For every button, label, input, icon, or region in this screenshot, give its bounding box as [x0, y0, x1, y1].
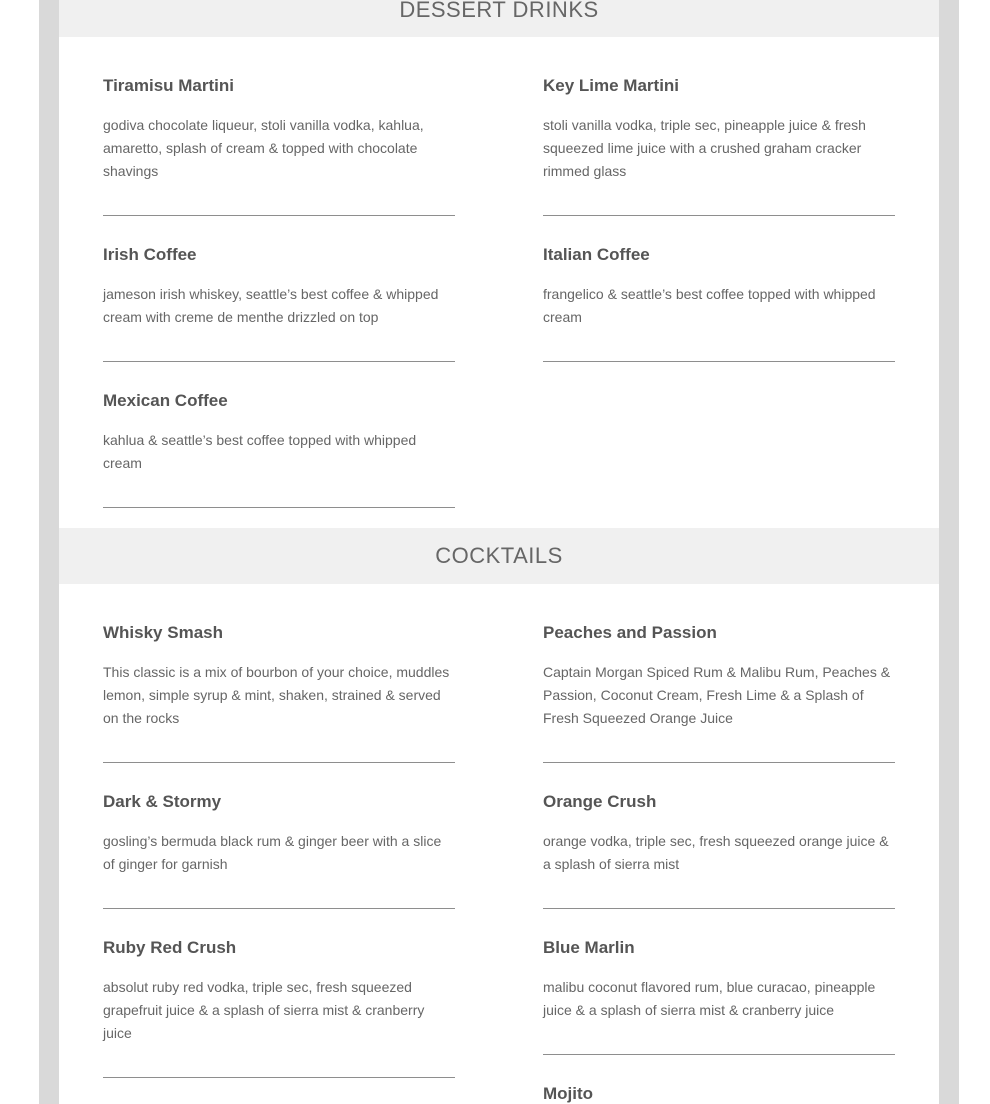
item-name: Tiramisu Martini [103, 76, 234, 95]
menu-item [103, 623, 455, 730]
menu-item [103, 391, 455, 475]
menu-item [103, 938, 455, 1045]
section-header-dessert-drinks [59, 0, 939, 37]
menu-panel [59, 0, 939, 1104]
item-description: frangelico & seattle’s best coffee topped with whipped cream [543, 286, 876, 325]
item-name: Dark & Stormy [103, 792, 222, 811]
section-title: COCKTAILS [435, 543, 563, 568]
item-description: This classic is a mix of bourbon of your choice, muddles lemon, simple syrup & mint, shaken, strained & served on the rocks [103, 664, 450, 726]
item-name: Mojito [543, 1084, 594, 1103]
item-name: Blue Marlin [543, 938, 635, 957]
section-title: DESSERT DRINKS [399, 0, 599, 22]
item-divider [103, 507, 455, 508]
menu-item [103, 245, 455, 329]
item-name: Whisky Smash [103, 623, 223, 642]
item-divider [103, 361, 455, 362]
item-description: stoli vanilla vodka, triple sec, pineapple juice & fresh squeezed lime juice with a crushed graham cracker rimmed glass [543, 117, 866, 179]
menu-item [103, 76, 455, 183]
item-description: Captain Morgan Spiced Rum & Malibu Rum, Peaches & Passion, Coconut Cream, Fresh Lime & a Splash of Fresh Squeezed Orange Juice [543, 664, 891, 726]
item-name: Peaches and Passion [543, 623, 717, 642]
item-name: Key Lime Martini [543, 76, 680, 95]
menu-item [543, 623, 895, 730]
item-divider [543, 1054, 895, 1055]
section-header-cocktails [59, 528, 939, 584]
item-divider [543, 215, 895, 216]
item-description: kahlua & seattle’s best coffee topped with whipped cream [103, 432, 417, 471]
item-divider [543, 908, 895, 909]
item-divider [103, 762, 455, 763]
item-description: malibu coconut flavored rum, blue curacao, pineapple juice & a splash of sierra mist & cranberry juice [543, 979, 876, 1018]
item-name: Orange Crush [543, 792, 657, 811]
menu-item [543, 245, 895, 329]
item-name: Italian Coffee [543, 245, 650, 264]
menu-item [103, 792, 455, 876]
item-description: orange vodka, triple sec, fresh squeezed orange juice & a splash of sierra mist [543, 833, 889, 872]
item-divider [103, 1077, 455, 1078]
menu-item [543, 1084, 895, 1104]
menu-item [543, 76, 895, 183]
item-divider [543, 762, 895, 763]
item-name: Ruby Red Crush [103, 938, 237, 957]
item-description: absolut ruby red vodka, triple sec, fresh squeezed grapefruit juice & a splash of sierra mist & cranberry juice [103, 979, 425, 1041]
item-name: Irish Coffee [103, 245, 197, 264]
item-divider [103, 908, 455, 909]
menu-item [543, 792, 895, 876]
item-description: godiva chocolate liqueur, stoli vanilla vodka, kahlua, amaretto, splash of cream & topped with chocolate shavings [103, 117, 424, 179]
menu-item [543, 938, 895, 1022]
item-name: Mexican Coffee [103, 391, 228, 410]
item-divider [103, 215, 455, 216]
item-description: gosling’s bermuda black rum & ginger beer with a slice of ginger for garnish [103, 833, 442, 872]
item-divider [543, 361, 895, 362]
item-description: jameson irish whiskey, seattle’s best coffee & whipped cream with creme de menthe drizzled on top [103, 286, 439, 325]
